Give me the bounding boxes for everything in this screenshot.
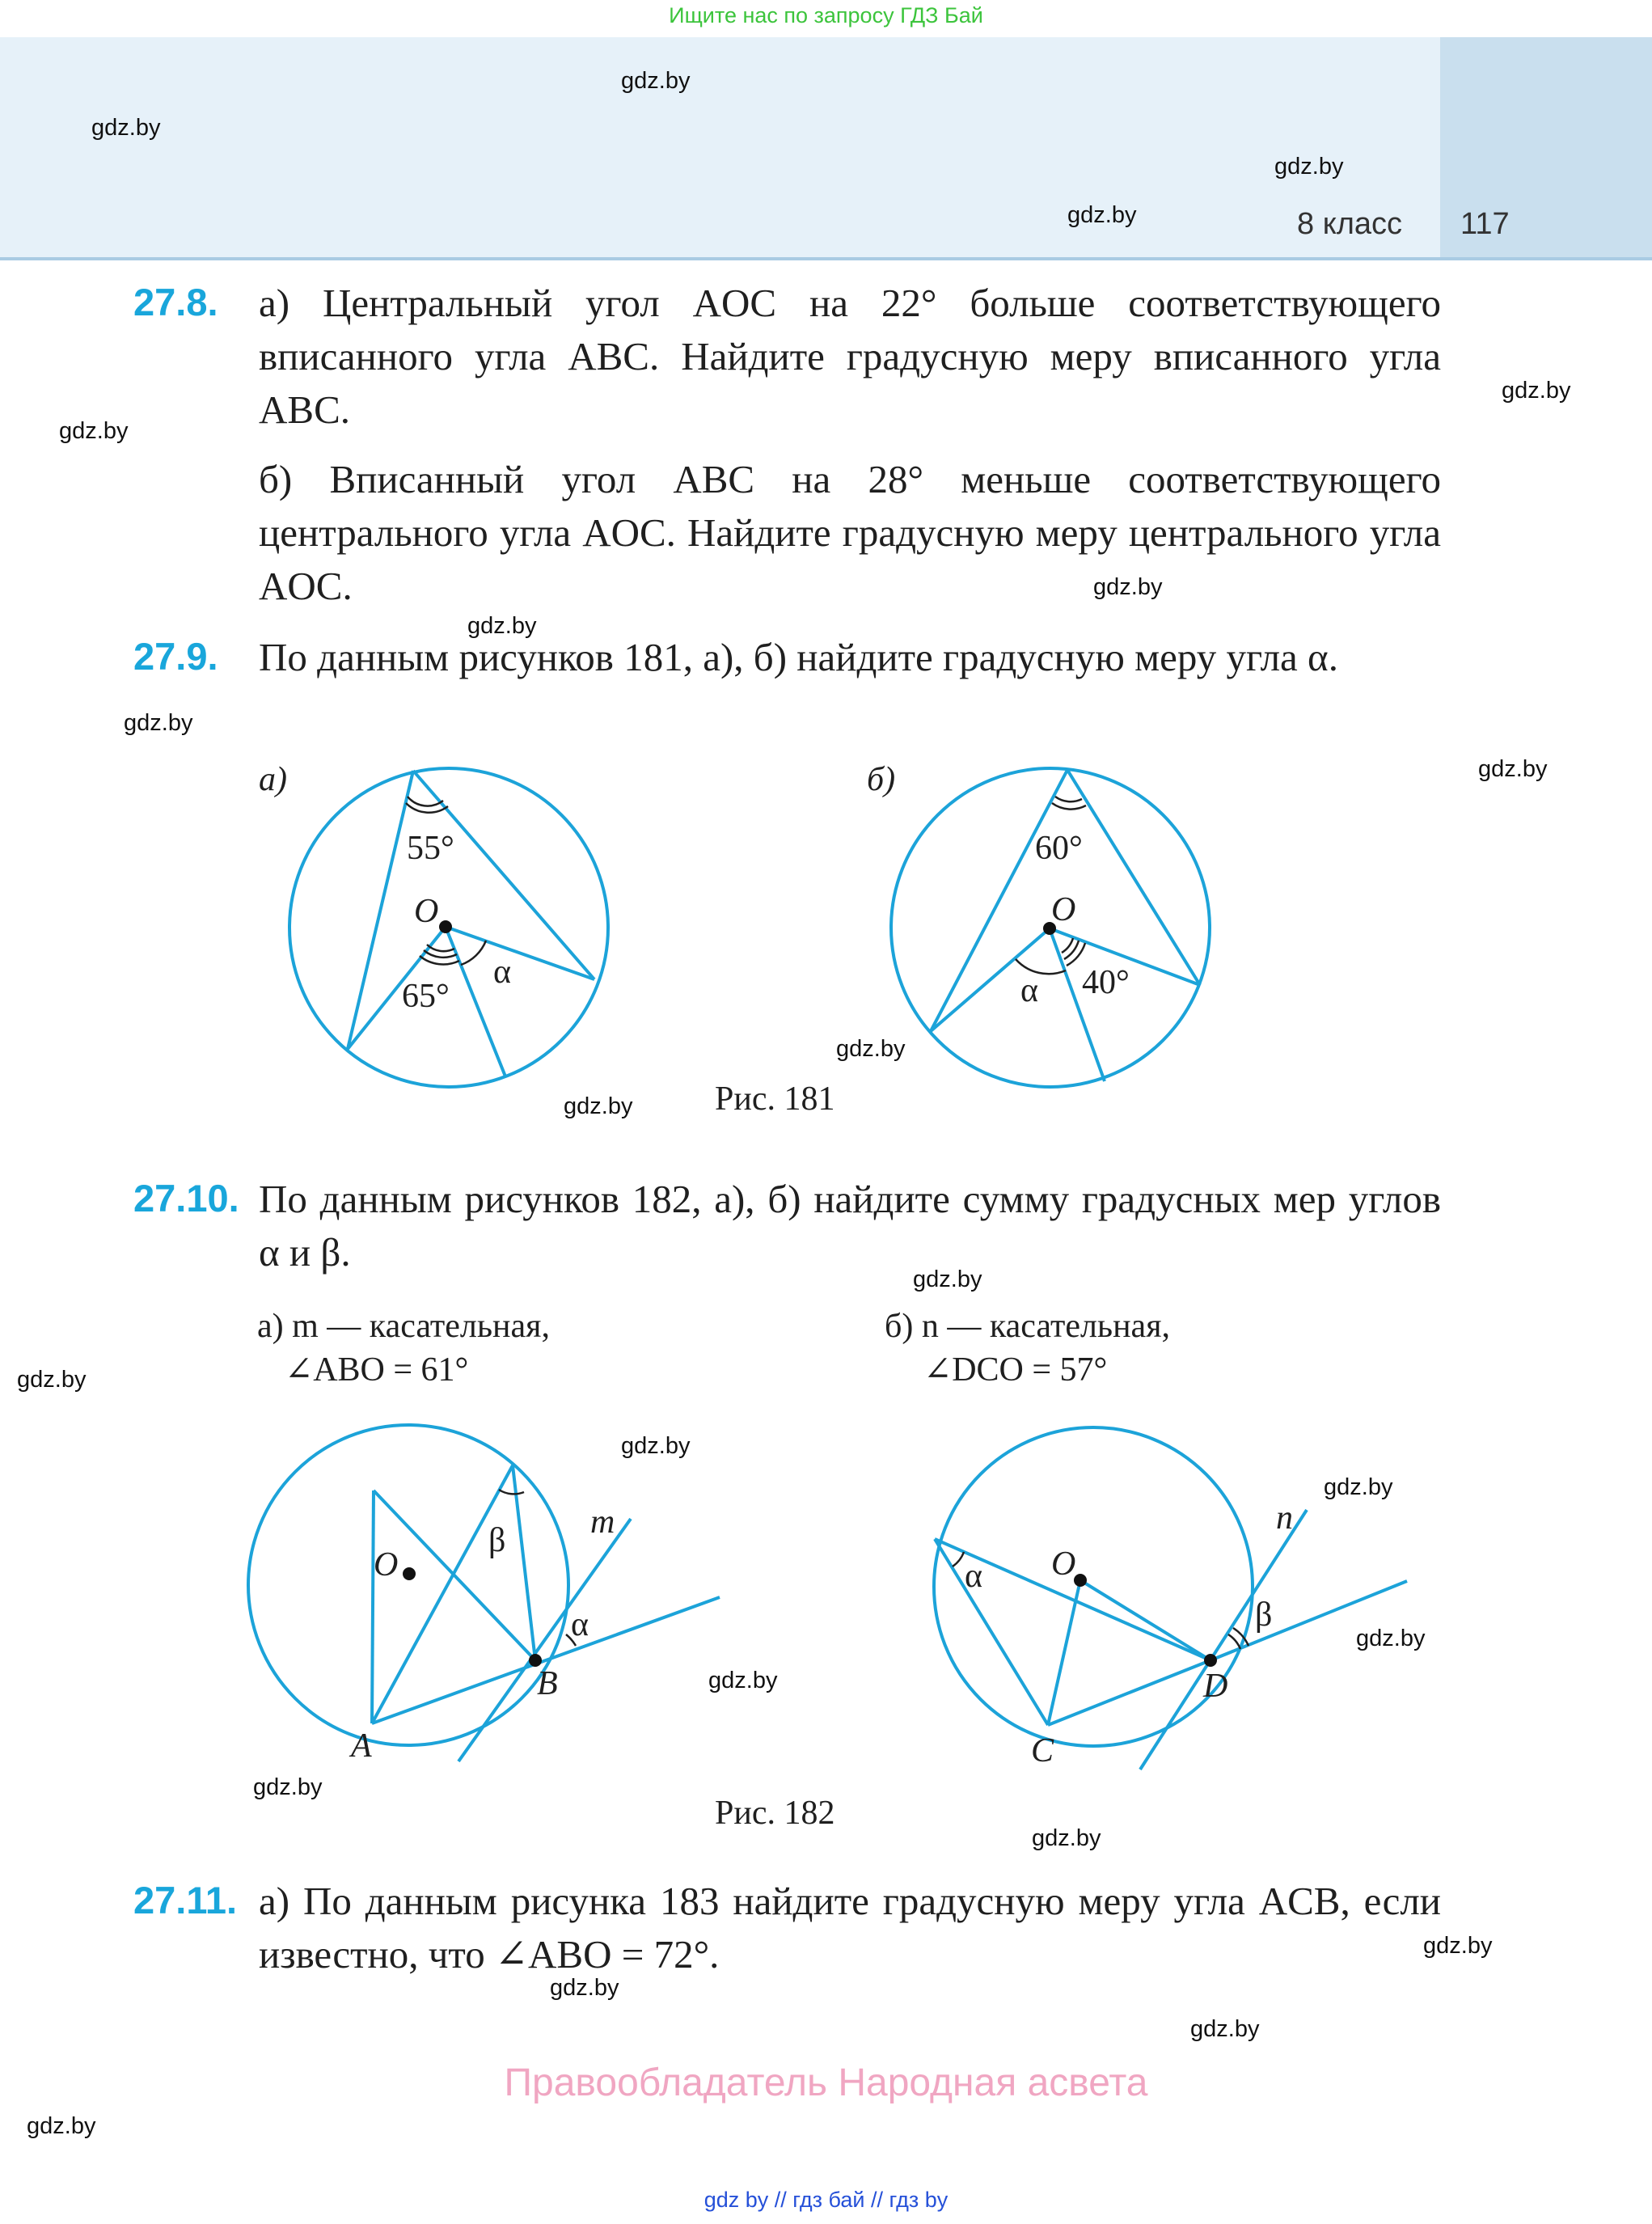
watermark: gdz.by <box>1274 154 1344 180</box>
problem-text: б) Вписанный угол ABC на 28° меньше соответствующего центрального угла AOC. Найдите градусную меру центрального угла AOC. <box>259 457 1441 608</box>
page-number: 117 <box>1460 207 1510 241</box>
watermark: gdz.by <box>467 613 537 639</box>
center-label: O <box>414 893 439 930</box>
angle-arc <box>499 1490 524 1494</box>
figure-condition: а) m — касательная, <box>257 1308 550 1345</box>
footer-links[interactable]: gdz by // гдз бай // гдз by <box>703 2188 949 2212</box>
center-label: O <box>1051 891 1076 928</box>
figure-sublabel: б) <box>867 761 896 798</box>
figure-condition: ∠DCO = 57° <box>923 1351 1108 1389</box>
watermark: gdz.by <box>1093 574 1163 600</box>
angle-label: 60° <box>1035 830 1083 867</box>
watermark: gdz.by <box>913 1266 982 1292</box>
alpha-label: α <box>1020 972 1039 1009</box>
problem-number: 27.10. <box>133 1177 239 1220</box>
problem-text: По данным рисунков 182, а), б) найдите сумму градусных мер углов α и β. <box>259 1177 1441 1275</box>
alpha-label: α <box>493 953 512 991</box>
watermark: gdz.by <box>708 1668 778 1693</box>
alpha-label: α <box>965 1558 983 1595</box>
center-point <box>1074 1574 1087 1587</box>
problem-text: а) Центральный угол AOC на 22° больше соответствующего вписанного угла ABC. Найдите градусную меру вписанного угла ABC. <box>259 281 1441 432</box>
point-label-A: A <box>351 1727 372 1765</box>
figure-caption: Рис. 182 <box>715 1795 835 1832</box>
angle-label: 65° <box>402 978 450 1015</box>
watermark: gdz.by <box>1324 1474 1393 1500</box>
watermark: gdz.by <box>253 1774 323 1800</box>
watermark: gdz.by <box>1032 1825 1101 1851</box>
point-D <box>1204 1654 1217 1667</box>
watermark: gdz.by <box>621 1433 691 1459</box>
figure-182a-lines <box>372 1465 720 1761</box>
point-label-O: O <box>1051 1545 1076 1583</box>
watermark: gdz.by <box>836 1036 906 1062</box>
angle-arc <box>1228 1634 1240 1649</box>
figure-caption: Рис. 181 <box>715 1080 835 1118</box>
problem-number: 27.11. <box>133 1879 238 1922</box>
point-label-O: O <box>374 1546 399 1583</box>
top-note: Ищите нас по запросу ГДЗ Бай <box>669 3 983 27</box>
watermark: gdz.by <box>17 1367 87 1393</box>
figure-condition: ∠ABO = 61° <box>285 1351 469 1389</box>
watermark: gdz.by <box>124 710 193 736</box>
problem-text: По данным рисунков 181, а), б) найдите градусную меру угла α. <box>259 635 1338 679</box>
grade-label: 8 класс <box>1297 207 1403 241</box>
watermark: gdz.by <box>27 2113 96 2139</box>
angle-arc <box>953 1552 964 1567</box>
tangent-label-n: n <box>1276 1499 1293 1537</box>
watermark: gdz.by <box>621 68 691 94</box>
watermark: gdz.by <box>1423 1933 1493 1959</box>
watermark: gdz.by <box>1502 378 1571 404</box>
watermark: gdz.by <box>1478 756 1548 782</box>
watermark: gdz.by <box>91 115 161 141</box>
watermark: gdz.by <box>564 1093 633 1119</box>
watermark: gdz.by <box>550 1975 619 2001</box>
problem-number: 27.9. <box>133 635 218 678</box>
problem-text: а) По данным рисунка 183 найдите градусную меру угла ACB, если известно, что ∠ABO = 72°. <box>259 1879 1441 1977</box>
figure-sublabel: а) <box>259 761 287 798</box>
copyright-notice: Правообладатель Народная асвета <box>504 2061 1148 2104</box>
problem-number: 27.8. <box>133 281 218 323</box>
figure-182b-lines <box>935 1510 1407 1769</box>
point-label-B: B <box>537 1665 558 1702</box>
beta-label: β <box>488 1522 506 1559</box>
watermark: gdz.by <box>1067 202 1137 228</box>
point-label-C: C <box>1031 1732 1054 1769</box>
angle-label: 55° <box>407 830 454 867</box>
circle <box>248 1425 568 1745</box>
figure-condition: б) n — касательная, <box>885 1308 1171 1345</box>
angle-label: 40° <box>1082 964 1130 1001</box>
alpha-label: α <box>571 1606 589 1643</box>
point-label-D: D <box>1203 1668 1228 1705</box>
watermark: gdz.by <box>59 418 129 444</box>
watermark: gdz.by <box>1356 1626 1426 1651</box>
watermark: gdz.by <box>1190 2016 1260 2042</box>
beta-label: β <box>1255 1596 1273 1634</box>
tangent-label-m: m <box>590 1503 615 1541</box>
center-point <box>403 1567 416 1580</box>
